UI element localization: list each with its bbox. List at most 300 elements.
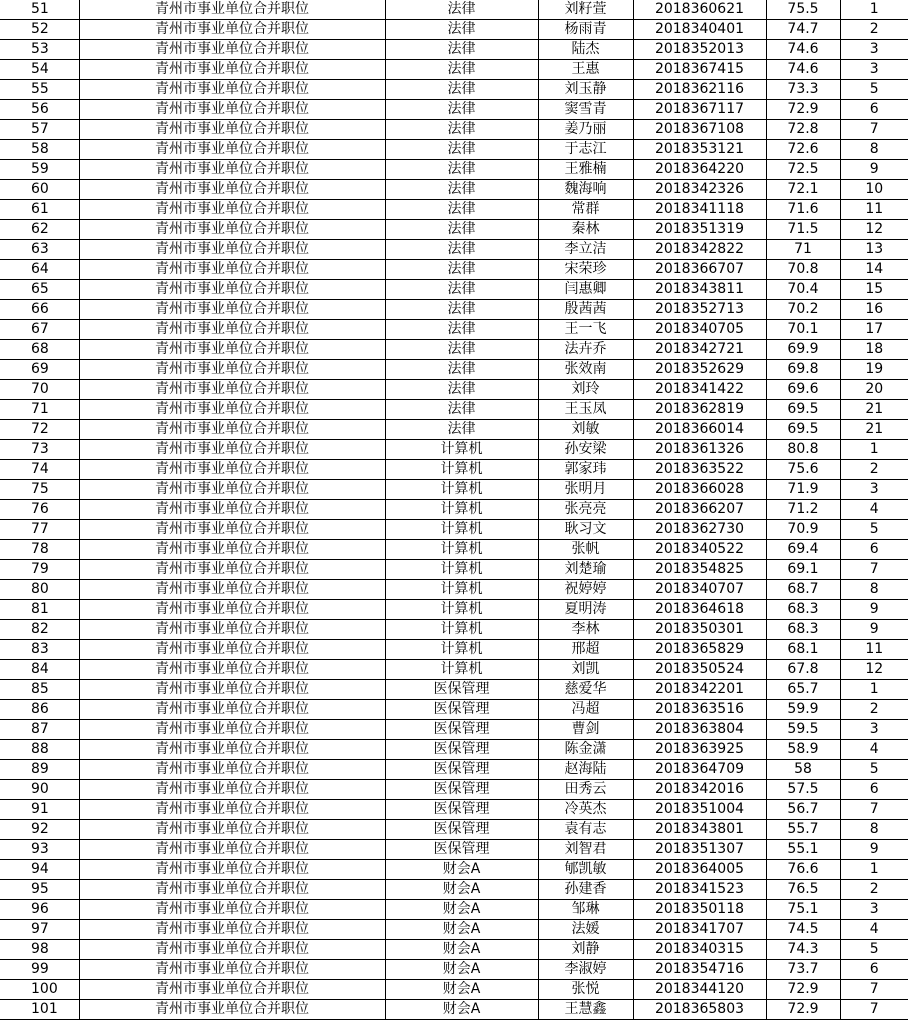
row-number-cell: 90 — [0, 780, 79, 800]
score-cell: 71.6 — [766, 200, 840, 220]
position-cell: 法律 — [385, 320, 538, 340]
position-cell: 法律 — [385, 0, 538, 20]
candidate-name-cell: 王雅楠 — [538, 160, 633, 180]
rank-cell: 18 — [840, 340, 908, 360]
table-row — [0, 980, 908, 1000]
unit-name-cell: 青州市事业单位合并职位 — [79, 180, 385, 200]
score-cell: 73.7 — [766, 960, 840, 980]
row-number-cell: 87 — [0, 720, 79, 740]
row-number-cell: 74 — [0, 460, 79, 480]
row-number-cell: 76 — [0, 500, 79, 520]
rank-cell: 21 — [840, 420, 908, 440]
unit-name-cell: 青州市事业单位合并职位 — [79, 200, 385, 220]
row-number-cell: 101 — [0, 1000, 79, 1020]
row-number-cell: 82 — [0, 620, 79, 640]
score-cell: 70.2 — [766, 300, 840, 320]
position-cell: 法律 — [385, 140, 538, 160]
candidate-name-cell: 窦雪青 — [538, 100, 633, 120]
table-row — [0, 440, 908, 460]
table-row — [0, 900, 908, 920]
row-number-cell: 69 — [0, 360, 79, 380]
candidate-name-cell: 王慧鑫 — [538, 1000, 633, 1020]
score-cell: 68.3 — [766, 600, 840, 620]
candidate-name-cell: 刘玲 — [538, 380, 633, 400]
rank-cell: 7 — [840, 120, 908, 140]
score-cell: 76.5 — [766, 880, 840, 900]
candidate-name-cell: 郭家玮 — [538, 460, 633, 480]
score-cell: 59.9 — [766, 700, 840, 720]
row-number-cell: 52 — [0, 20, 79, 40]
unit-name-cell: 青州市事业单位合并职位 — [79, 40, 385, 60]
rank-cell: 6 — [840, 780, 908, 800]
table-row — [0, 580, 908, 600]
candidate-name-cell: 邹琳 — [538, 900, 633, 920]
rank-cell: 9 — [840, 160, 908, 180]
row-number-cell: 100 — [0, 980, 79, 1000]
row-number-cell: 92 — [0, 820, 79, 840]
table-row — [0, 420, 908, 440]
table-row — [0, 600, 908, 620]
rank-cell: 4 — [840, 920, 908, 940]
row-number-cell: 72 — [0, 420, 79, 440]
candidate-name-cell: 曹剑 — [538, 720, 633, 740]
rank-cell: 13 — [840, 240, 908, 260]
candidate-name-cell: 郇凯敏 — [538, 860, 633, 880]
unit-name-cell: 青州市事业单位合并职位 — [79, 20, 385, 40]
row-number-cell: 56 — [0, 100, 79, 120]
position-cell: 法律 — [385, 120, 538, 140]
score-cell: 55.7 — [766, 820, 840, 840]
unit-name-cell: 青州市事业单位合并职位 — [79, 580, 385, 600]
exam-number-cell: 2018366028 — [633, 480, 766, 500]
unit-name-cell: 青州市事业单位合并职位 — [79, 80, 385, 100]
candidate-name-cell: 法卉乔 — [538, 340, 633, 360]
score-cell: 71 — [766, 240, 840, 260]
candidate-name-cell: 冷英杰 — [538, 800, 633, 820]
position-cell: 计算机 — [385, 480, 538, 500]
candidate-name-cell: 冯超 — [538, 700, 633, 720]
table-row — [0, 920, 908, 940]
row-number-cell: 58 — [0, 140, 79, 160]
rank-cell: 2 — [840, 20, 908, 40]
rank-cell: 7 — [840, 1000, 908, 1020]
score-cell: 55.1 — [766, 840, 840, 860]
unit-name-cell: 青州市事业单位合并职位 — [79, 340, 385, 360]
unit-name-cell: 青州市事业单位合并职位 — [79, 400, 385, 420]
exam-number-cell: 2018365803 — [633, 1000, 766, 1020]
table-row — [0, 480, 908, 500]
candidate-name-cell: 李淑婷 — [538, 960, 633, 980]
rank-cell: 2 — [840, 880, 908, 900]
exam-number-cell: 2018364618 — [633, 600, 766, 620]
rank-cell: 4 — [840, 500, 908, 520]
exam-number-cell: 2018366014 — [633, 420, 766, 440]
rank-cell: 1 — [840, 0, 908, 20]
table-row — [0, 860, 908, 880]
candidate-name-cell: 闫惠卿 — [538, 280, 633, 300]
candidate-name-cell: 刘籽萱 — [538, 0, 633, 20]
candidate-name-cell: 邢超 — [538, 640, 633, 660]
exam-number-cell: 2018341523 — [633, 880, 766, 900]
score-cell: 69.9 — [766, 340, 840, 360]
candidate-name-cell: 刘静 — [538, 940, 633, 960]
table-row — [0, 840, 908, 860]
score-cell: 72.1 — [766, 180, 840, 200]
row-number-cell: 83 — [0, 640, 79, 660]
row-number-cell: 57 — [0, 120, 79, 140]
unit-name-cell: 青州市事业单位合并职位 — [79, 860, 385, 880]
exam-number-cell: 2018362730 — [633, 520, 766, 540]
position-cell: 法律 — [385, 100, 538, 120]
score-cell: 72.5 — [766, 160, 840, 180]
unit-name-cell: 青州市事业单位合并职位 — [79, 220, 385, 240]
exam-number-cell: 2018351319 — [633, 220, 766, 240]
exam-number-cell: 2018340401 — [633, 20, 766, 40]
table-row — [0, 180, 908, 200]
row-number-cell: 81 — [0, 600, 79, 620]
exam-number-cell: 2018354825 — [633, 560, 766, 580]
candidate-name-cell: 慈爱华 — [538, 680, 633, 700]
row-number-cell: 51 — [0, 0, 79, 20]
position-cell: 法律 — [385, 220, 538, 240]
rank-cell: 10 — [840, 180, 908, 200]
score-cell: 58 — [766, 760, 840, 780]
row-number-cell: 63 — [0, 240, 79, 260]
position-cell: 计算机 — [385, 540, 538, 560]
score-cell: 74.7 — [766, 20, 840, 40]
table-row — [0, 300, 908, 320]
candidate-name-cell: 刘敏 — [538, 420, 633, 440]
rank-cell: 9 — [840, 600, 908, 620]
row-number-cell: 66 — [0, 300, 79, 320]
score-cell: 74.6 — [766, 40, 840, 60]
table-row — [0, 100, 908, 120]
candidate-name-cell: 夏明涛 — [538, 600, 633, 620]
rank-cell: 11 — [840, 640, 908, 660]
candidate-name-cell: 魏海响 — [538, 180, 633, 200]
table-row — [0, 760, 908, 780]
row-number-cell: 75 — [0, 480, 79, 500]
candidate-name-cell: 孙建香 — [538, 880, 633, 900]
position-cell: 计算机 — [385, 620, 538, 640]
table-row — [0, 280, 908, 300]
rank-cell: 16 — [840, 300, 908, 320]
unit-name-cell: 青州市事业单位合并职位 — [79, 840, 385, 860]
position-cell: 法律 — [385, 360, 538, 380]
rank-cell: 4 — [840, 740, 908, 760]
rank-cell: 1 — [840, 860, 908, 880]
exam-number-cell: 2018364005 — [633, 860, 766, 880]
exam-number-cell: 2018340705 — [633, 320, 766, 340]
score-cell: 72.9 — [766, 980, 840, 1000]
unit-name-cell: 青州市事业单位合并职位 — [79, 60, 385, 80]
rank-cell: 8 — [840, 580, 908, 600]
rank-cell: 19 — [840, 360, 908, 380]
position-cell: 计算机 — [385, 600, 538, 620]
position-cell: 计算机 — [385, 560, 538, 580]
unit-name-cell: 青州市事业单位合并职位 — [79, 900, 385, 920]
unit-name-cell: 青州市事业单位合并职位 — [79, 680, 385, 700]
position-cell: 医保管理 — [385, 840, 538, 860]
unit-name-cell: 青州市事业单位合并职位 — [79, 700, 385, 720]
position-cell: 计算机 — [385, 580, 538, 600]
score-cell: 68.3 — [766, 620, 840, 640]
score-cell: 67.8 — [766, 660, 840, 680]
table-row — [0, 640, 908, 660]
exam-number-cell: 2018340707 — [633, 580, 766, 600]
candidate-name-cell: 法媛 — [538, 920, 633, 940]
rank-cell: 8 — [840, 140, 908, 160]
exam-number-cell: 2018341707 — [633, 920, 766, 940]
table-row — [0, 800, 908, 820]
rank-cell: 5 — [840, 520, 908, 540]
position-cell: 法律 — [385, 380, 538, 400]
exam-number-cell: 2018366707 — [633, 260, 766, 280]
unit-name-cell: 青州市事业单位合并职位 — [79, 720, 385, 740]
position-cell: 财会A — [385, 940, 538, 960]
candidate-name-cell: 宋荣珍 — [538, 260, 633, 280]
exam-number-cell: 2018364220 — [633, 160, 766, 180]
unit-name-cell: 青州市事业单位合并职位 — [79, 280, 385, 300]
unit-name-cell: 青州市事业单位合并职位 — [79, 240, 385, 260]
table-row — [0, 960, 908, 980]
score-cell: 59.5 — [766, 720, 840, 740]
unit-name-cell: 青州市事业单位合并职位 — [79, 920, 385, 940]
unit-name-cell: 青州市事业单位合并职位 — [79, 540, 385, 560]
unit-name-cell: 青州市事业单位合并职位 — [79, 880, 385, 900]
position-cell: 医保管理 — [385, 780, 538, 800]
unit-name-cell: 青州市事业单位合并职位 — [79, 760, 385, 780]
score-cell: 74.3 — [766, 940, 840, 960]
table-row — [0, 140, 908, 160]
score-cell: 71.5 — [766, 220, 840, 240]
rank-cell: 14 — [840, 260, 908, 280]
position-cell: 医保管理 — [385, 740, 538, 760]
row-number-cell: 77 — [0, 520, 79, 540]
position-cell: 法律 — [385, 280, 538, 300]
table-row — [0, 220, 908, 240]
score-cell: 69.5 — [766, 400, 840, 420]
table-row — [0, 700, 908, 720]
rank-cell: 9 — [840, 620, 908, 640]
position-cell: 财会A — [385, 860, 538, 880]
rank-cell: 7 — [840, 560, 908, 580]
position-cell: 财会A — [385, 880, 538, 900]
row-number-cell: 54 — [0, 60, 79, 80]
exam-number-cell: 2018352713 — [633, 300, 766, 320]
table-row — [0, 240, 908, 260]
row-number-cell: 93 — [0, 840, 79, 860]
exam-number-cell: 2018354716 — [633, 960, 766, 980]
table-row — [0, 500, 908, 520]
exam-number-cell: 2018340315 — [633, 940, 766, 960]
rank-cell: 3 — [840, 900, 908, 920]
exam-number-cell: 2018363522 — [633, 460, 766, 480]
table-row — [0, 320, 908, 340]
score-cell: 69.8 — [766, 360, 840, 380]
unit-name-cell: 青州市事业单位合并职位 — [79, 600, 385, 620]
table-row — [0, 780, 908, 800]
candidate-name-cell: 殷茜茜 — [538, 300, 633, 320]
exam-number-cell: 2018342822 — [633, 240, 766, 260]
position-cell: 计算机 — [385, 660, 538, 680]
score-cell: 70.4 — [766, 280, 840, 300]
row-number-cell: 95 — [0, 880, 79, 900]
exam-number-cell: 2018367117 — [633, 100, 766, 120]
score-cell: 72.8 — [766, 120, 840, 140]
exam-number-cell: 2018351004 — [633, 800, 766, 820]
exam-number-cell: 2018350118 — [633, 900, 766, 920]
score-cell: 73.3 — [766, 80, 840, 100]
unit-name-cell: 青州市事业单位合并职位 — [79, 140, 385, 160]
candidate-name-cell: 秦林 — [538, 220, 633, 240]
rank-cell: 3 — [840, 60, 908, 80]
rank-cell: 12 — [840, 660, 908, 680]
candidate-name-cell: 祝婷婷 — [538, 580, 633, 600]
row-number-cell: 85 — [0, 680, 79, 700]
unit-name-cell: 青州市事业单位合并职位 — [79, 300, 385, 320]
row-number-cell: 60 — [0, 180, 79, 200]
table-row — [0, 0, 908, 20]
row-number-cell: 97 — [0, 920, 79, 940]
position-cell: 计算机 — [385, 640, 538, 660]
table-row — [0, 400, 908, 420]
table-row — [0, 60, 908, 80]
exam-number-cell: 2018362819 — [633, 400, 766, 420]
unit-name-cell: 青州市事业单位合并职位 — [79, 520, 385, 540]
candidate-name-cell: 陆杰 — [538, 40, 633, 60]
table-row — [0, 620, 908, 640]
exam-number-cell: 2018362116 — [633, 80, 766, 100]
score-cell: 58.9 — [766, 740, 840, 760]
unit-name-cell: 青州市事业单位合并职位 — [79, 620, 385, 640]
table-row — [0, 160, 908, 180]
position-cell: 法律 — [385, 20, 538, 40]
position-cell: 财会A — [385, 980, 538, 1000]
rank-cell: 1 — [840, 680, 908, 700]
unit-name-cell: 青州市事业单位合并职位 — [79, 740, 385, 760]
position-cell: 医保管理 — [385, 820, 538, 840]
table-row — [0, 200, 908, 220]
table-row — [0, 460, 908, 480]
row-number-cell: 65 — [0, 280, 79, 300]
position-cell: 法律 — [385, 260, 538, 280]
rank-cell: 12 — [840, 220, 908, 240]
rank-cell: 6 — [840, 100, 908, 120]
exam-number-cell: 2018365829 — [633, 640, 766, 660]
row-number-cell: 68 — [0, 340, 79, 360]
position-cell: 法律 — [385, 160, 538, 180]
row-number-cell: 62 — [0, 220, 79, 240]
unit-name-cell: 青州市事业单位合并职位 — [79, 0, 385, 20]
row-number-cell: 73 — [0, 440, 79, 460]
rank-cell: 6 — [840, 960, 908, 980]
unit-name-cell: 青州市事业单位合并职位 — [79, 360, 385, 380]
rank-cell: 3 — [840, 480, 908, 500]
rank-cell: 2 — [840, 460, 908, 480]
candidate-name-cell: 张亮亮 — [538, 500, 633, 520]
candidate-name-cell: 王一飞 — [538, 320, 633, 340]
table-row — [0, 660, 908, 680]
position-cell: 法律 — [385, 400, 538, 420]
exam-number-cell: 2018343811 — [633, 280, 766, 300]
candidate-name-cell: 刘凯 — [538, 660, 633, 680]
table-row — [0, 260, 908, 280]
exam-number-cell: 2018343801 — [633, 820, 766, 840]
score-cell: 68.1 — [766, 640, 840, 660]
rank-cell: 5 — [840, 760, 908, 780]
exam-number-cell: 2018351307 — [633, 840, 766, 860]
row-number-cell: 84 — [0, 660, 79, 680]
exam-number-cell: 2018367108 — [633, 120, 766, 140]
rank-cell: 3 — [840, 720, 908, 740]
table-row — [0, 1000, 908, 1020]
position-cell: 计算机 — [385, 440, 538, 460]
unit-name-cell: 青州市事业单位合并职位 — [79, 820, 385, 840]
table-row — [0, 520, 908, 540]
exam-number-cell: 2018363804 — [633, 720, 766, 740]
row-number-cell: 67 — [0, 320, 79, 340]
row-number-cell: 96 — [0, 900, 79, 920]
score-cell: 75.6 — [766, 460, 840, 480]
table-row — [0, 940, 908, 960]
row-number-cell: 88 — [0, 740, 79, 760]
table-row — [0, 20, 908, 40]
candidate-name-cell: 王玉凤 — [538, 400, 633, 420]
row-number-cell: 61 — [0, 200, 79, 220]
position-cell: 医保管理 — [385, 720, 538, 740]
position-cell: 法律 — [385, 200, 538, 220]
exam-number-cell: 2018342016 — [633, 780, 766, 800]
row-number-cell: 89 — [0, 760, 79, 780]
table-row — [0, 80, 908, 100]
score-cell: 71.9 — [766, 480, 840, 500]
unit-name-cell: 青州市事业单位合并职位 — [79, 440, 385, 460]
unit-name-cell: 青州市事业单位合并职位 — [79, 420, 385, 440]
table-row — [0, 720, 908, 740]
exam-number-cell: 2018350301 — [633, 620, 766, 640]
rank-cell: 2 — [840, 700, 908, 720]
score-cell: 72.6 — [766, 140, 840, 160]
candidate-name-cell: 常群 — [538, 200, 633, 220]
row-number-cell: 64 — [0, 260, 79, 280]
table-row — [0, 120, 908, 140]
table-row — [0, 40, 908, 60]
row-number-cell: 59 — [0, 160, 79, 180]
score-cell: 56.7 — [766, 800, 840, 820]
score-cell: 74.6 — [766, 60, 840, 80]
candidate-name-cell: 张帆 — [538, 540, 633, 560]
candidate-name-cell: 耿习文 — [538, 520, 633, 540]
candidate-name-cell: 袁有志 — [538, 820, 633, 840]
exam-number-cell: 2018340522 — [633, 540, 766, 560]
position-cell: 医保管理 — [385, 800, 538, 820]
score-cell: 71.2 — [766, 500, 840, 520]
rank-cell: 17 — [840, 320, 908, 340]
table-row — [0, 680, 908, 700]
unit-name-cell: 青州市事业单位合并职位 — [79, 100, 385, 120]
exam-number-cell: 2018361326 — [633, 440, 766, 460]
score-cell: 68.7 — [766, 580, 840, 600]
table-row — [0, 360, 908, 380]
position-cell: 财会A — [385, 920, 538, 940]
rank-cell: 15 — [840, 280, 908, 300]
unit-name-cell: 青州市事业单位合并职位 — [79, 940, 385, 960]
score-cell: 75.1 — [766, 900, 840, 920]
candidate-name-cell: 刘智君 — [538, 840, 633, 860]
exam-number-cell: 2018352013 — [633, 40, 766, 60]
score-cell: 70.9 — [766, 520, 840, 540]
